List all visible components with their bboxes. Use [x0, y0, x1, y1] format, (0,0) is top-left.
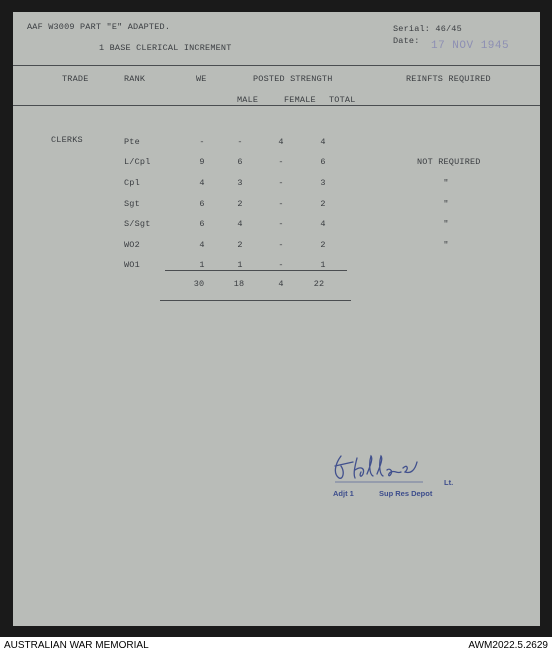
rank-cell: Sgt	[124, 199, 140, 209]
total-cell: 4	[320, 219, 326, 229]
footer-accession-number: AWM2022.5.2629	[468, 640, 548, 651]
we-cell: 9	[199, 157, 205, 167]
col-reinfts: REINFTS REQUIRED	[406, 74, 491, 84]
reinfts-cell: "	[443, 240, 449, 250]
rank-cell: L/Cpl	[124, 157, 151, 167]
date-label: Date:	[393, 36, 420, 46]
handwritten-signature	[331, 452, 427, 484]
signatory-position: Adjt 1	[333, 489, 354, 498]
form-reference: AAF W3009 PART "E" ADAPTED.	[27, 22, 171, 32]
total-cell: 6	[320, 157, 326, 167]
col-rank: RANK	[124, 74, 146, 84]
rank-cell: Cpl	[124, 178, 140, 188]
document-page	[13, 12, 540, 626]
we-cell: 6	[199, 219, 205, 229]
female-cell: -	[278, 178, 284, 188]
rank-cell: WO1	[124, 260, 140, 270]
rank-cell: Pte	[124, 137, 140, 147]
col-posted-strength: POSTED STRENGTH	[253, 74, 333, 84]
signatory-unit: Sup Res Depot	[379, 489, 433, 498]
signature-suffix: Lt.	[444, 478, 454, 487]
totals-rule-bottom	[160, 300, 351, 301]
female-cell: -	[278, 199, 284, 209]
we-cell: 6	[199, 199, 205, 209]
date-stamp: 17 NOV 1945	[431, 40, 510, 52]
rank-cell: WO2	[124, 240, 140, 250]
female-cell: -	[278, 219, 284, 229]
col-we: WE	[196, 74, 207, 84]
reinfts-cell: "	[443, 219, 449, 229]
we-cell: 4	[199, 240, 205, 250]
grand-total: 22	[313, 279, 325, 289]
male-cell: 2	[237, 199, 243, 209]
male-cell: -	[237, 137, 243, 147]
we-total: 30	[193, 279, 205, 289]
reinfts-cell: "	[443, 199, 449, 209]
totals-rule-top	[165, 270, 347, 271]
reinfts-cell: "	[443, 178, 449, 188]
total-cell: 2	[320, 199, 326, 209]
male-cell: 6	[237, 157, 243, 167]
female-cell: -	[278, 260, 284, 270]
col-female: FEMALE	[284, 95, 316, 105]
col-total: TOTAL	[329, 95, 356, 105]
we-cell: 4	[199, 178, 205, 188]
header-rule-top	[13, 65, 540, 66]
male-cell: 4	[237, 219, 243, 229]
serial-number: Serial: 46/45	[393, 24, 462, 34]
total-cell: 1	[320, 260, 326, 270]
col-male: MALE	[237, 95, 259, 105]
header-rule-bottom	[13, 105, 540, 106]
male-cell: 1	[237, 260, 243, 270]
rank-cell: S/Sgt	[124, 219, 151, 229]
total-cell: 4	[320, 137, 326, 147]
male-total: 18	[233, 279, 245, 289]
we-cell: -	[199, 137, 205, 147]
female-total: 4	[278, 279, 284, 289]
male-cell: 3	[237, 178, 243, 188]
female-cell: 4	[278, 137, 284, 147]
male-cell: 2	[237, 240, 243, 250]
female-cell: -	[278, 240, 284, 250]
unit-title: 1 BASE CLERICAL INCREMENT	[99, 43, 232, 53]
total-cell: 3	[320, 178, 326, 188]
footer-institution: AUSTRALIAN WAR MEMORIAL	[4, 640, 149, 651]
total-cell: 2	[320, 240, 326, 250]
col-trade: TRADE	[62, 74, 89, 84]
female-cell: -	[278, 157, 284, 167]
archive-footer	[0, 637, 552, 653]
trade-clerks: CLERKS	[51, 135, 83, 145]
reinfts-cell: NOT REQUIRED	[417, 157, 481, 167]
we-cell: 1	[199, 260, 205, 270]
